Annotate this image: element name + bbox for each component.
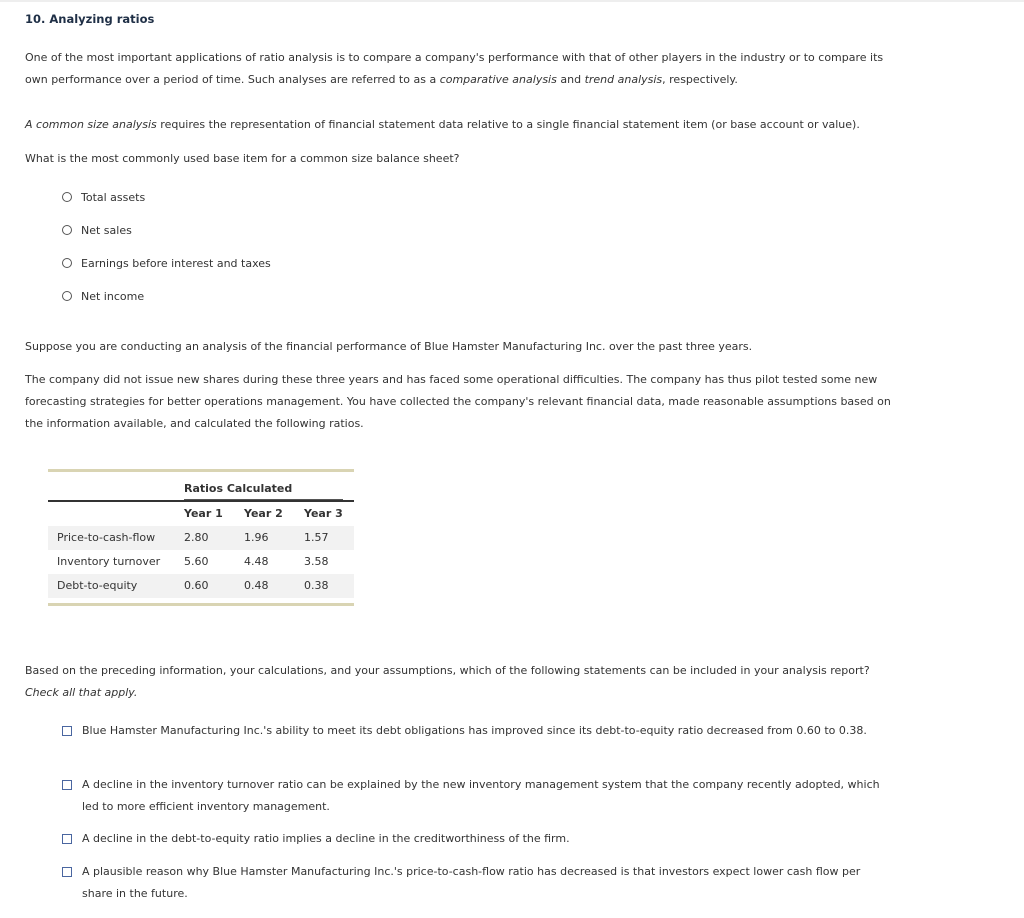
scenario-paragraph-2: The company did not issue new shares during these three years and has faced some operational difficulties. The company has thus pilot tested some new forecasting strategies for better operations management. You have collected the company's relevant financial data, made reasonable assumptions based on the information available, and calculated the following ratios. [25, 373, 891, 430]
intro-text-post: , respectively. [662, 73, 738, 86]
checkbox-icon[interactable] [62, 726, 72, 736]
intro-paragraph [25, 47, 905, 91]
table-bottom-border [48, 603, 354, 606]
intro-text-mid: and [556, 73, 585, 86]
table-caption: Ratios Calculated [184, 482, 293, 495]
checkbox-option-label: A decline in the debt-to-equity ratio implies a decline in the creditworthiness of the firm. [82, 832, 570, 845]
table-cell: 1.57 [304, 531, 329, 544]
radio-option-total-assets[interactable] [62, 189, 145, 205]
radio-button-icon[interactable] [62, 225, 72, 235]
row-label-inventory-turnover: Inventory turnover [57, 555, 161, 568]
row-label-debt-to-equity: Debt-to-equity [57, 579, 138, 592]
intro-text-pre: One of the most important applications of ratio analysis is to compare a company's performance with that of other players in the industry or to compare its own performance over a period of time. Such analyses are referred to as a [25, 51, 884, 86]
checkbox-option-creditworthiness[interactable] [62, 828, 882, 850]
table-cell: 4.48 [244, 555, 269, 568]
radio-button-icon[interactable] [62, 192, 72, 202]
scenario-paragraph-1: Suppose you are conducting an analysis of the financial performance of Blue Hamster Manufacturing Inc. over the past three years. [25, 340, 753, 353]
term-trend-analysis: trend analysis [584, 73, 663, 86]
radio-option-label: Earnings before interest and taxes [81, 256, 271, 270]
radio-button-icon[interactable] [62, 291, 72, 301]
checkbox-option-price-to-cash-flow[interactable] [62, 861, 882, 905]
checkbox-icon[interactable] [62, 780, 72, 790]
checkbox-icon[interactable] [62, 834, 72, 844]
radio-option-label: Net income [81, 289, 145, 303]
checkbox-option-label: Blue Hamster Manufacturing Inc.'s ability to meet its debt obligations has improved since its debt-to-equity ratio decreased from 0.60 to 0.38. [82, 724, 867, 737]
table-cell: 3.58 [304, 555, 329, 568]
checkbox-option-label: A decline in the inventory turnover ratio can be explained by the new inventory management system that the company recently adopted, which led to more efficient inventory management. [82, 778, 880, 813]
question-1-prompt: What is the most commonly used base item for a common size balance sheet? [25, 152, 460, 165]
checkbox-option-inventory-turnover[interactable] [62, 774, 882, 818]
radio-option-label: Net sales [81, 223, 132, 237]
common-size-paragraph [25, 114, 925, 136]
question-2-prompt [25, 660, 885, 704]
radio-option-label: Total assets [81, 190, 146, 204]
table-cell: 1.96 [244, 531, 269, 544]
checkbox-option-label: A plausible reason why Blue Hamster Manufacturing Inc.'s price-to-cash-flow ratio has decreased is that investors expect lower cash flow per share in the future. [82, 865, 861, 900]
term-comparative-analysis: comparative analysis [439, 73, 557, 86]
radio-button-icon[interactable] [62, 258, 72, 268]
radio-option-net-income[interactable] [62, 288, 144, 304]
table-cell: 0.38 [304, 579, 329, 592]
column-header-year-2: Year 2 [244, 507, 283, 520]
column-header-year-1: Year 1 [184, 507, 223, 520]
row-label-price-to-cash-flow: Price-to-cash-flow [57, 531, 156, 544]
common-size-text: requires the representation of financial statement data relative to a single financial statement item (or base account or value). [156, 118, 860, 131]
radio-option-net-sales[interactable] [62, 222, 132, 238]
column-header-year-3: Year 3 [304, 507, 343, 520]
table-cell: 2.80 [184, 531, 209, 544]
check-all-instruction: Check all that apply. [25, 686, 138, 699]
table-cell: 0.48 [244, 579, 269, 592]
radio-option-ebit[interactable] [62, 255, 271, 271]
question-2-text: Based on the preceding information, your calculations, and your assumptions, which of the following statements can be included in your analysis report? [25, 664, 870, 677]
checkbox-icon[interactable] [62, 867, 72, 877]
top-divider [0, 0, 1024, 2]
question-title: 10. Analyzing ratios [25, 12, 155, 26]
table-cell: 5.60 [184, 555, 209, 568]
table-top-border [48, 469, 354, 472]
header-divider [48, 500, 354, 502]
term-common-size-analysis: A common size analysis [25, 118, 157, 131]
table-cell: 0.60 [184, 579, 209, 592]
checkbox-option-debt-obligations[interactable] [62, 720, 882, 742]
